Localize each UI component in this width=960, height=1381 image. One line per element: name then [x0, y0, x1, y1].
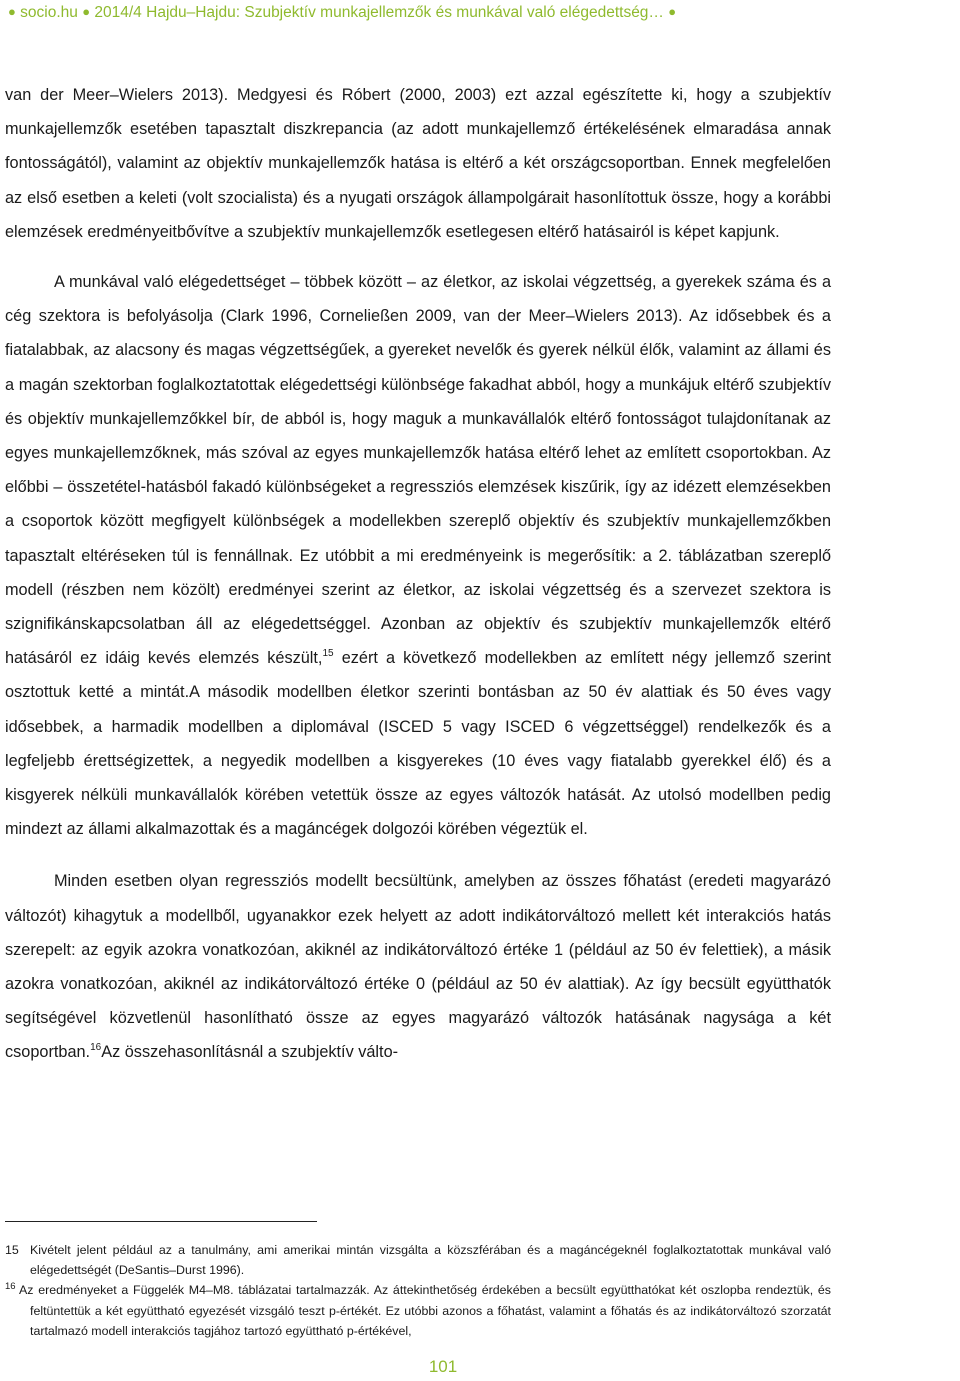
page-number: 101	[428, 1357, 458, 1376]
bullet-icon: ●	[82, 4, 91, 19]
paragraph	[5, 864, 831, 1069]
bullet-icon: ●	[668, 4, 677, 19]
paragraph	[5, 265, 831, 846]
header-site: socio.hu	[20, 4, 78, 21]
running-header	[8, 4, 952, 28]
footnote-number: 15	[5, 1243, 19, 1257]
header-issue: 2014/4	[94, 4, 142, 21]
footnote-separator	[5, 1221, 317, 1222]
header-title: Hajdu–Hajdu: Szubjektív munkajellemzők és munkával való elégedettség…	[146, 4, 664, 21]
footnote-ref-16[interactable]: 16	[90, 1042, 102, 1054]
footnote-ref-15[interactable]: 15	[322, 648, 334, 660]
footnotes	[5, 1240, 831, 1341]
footnote-text: Az eredményeket a Függelék M4–M8. táblázatai tartalmazzák. Az áttekinthetőség érdekében a becsült együtthatókat két oszlopba rendeztük, és feltüntettük a két együttható egyezését vizsgáló teszt p-értékét. Ez utóbbi azonos a főhatást, valamint a főhatás és az indikátorváltozó szorzatát tartalmazó modell interakciós tagjához tartozó együttható p-értékével,	[19, 1283, 831, 1338]
article-body	[5, 78, 831, 1070]
paragraph-text: ezért a következő modellekben az említett négy jellemző szerint osztottuk ketté a mintát.A második modellben életkor szerinti bontásban az 50 év alattiak és 50 éves vagy idősebbek, a harmadik modellben a diplomával (ISCED 5 vagy ISCED 6 végzettséggel) rendelkezők és a legfeljebb érettségizettek, a negyedik modellben a kisgyerekes (10 éves vagy fiatalabb gyerekkel élő) és a kisgyerek nélküli munkavállalók körében vetettük össze az egyes változók hatását. Az utolsó modellben pedig mindezt az állami alkalmazottak és a magáncégek dolgozói körében végeztük el.	[5, 649, 831, 839]
bullet-icon: ●	[8, 4, 16, 19]
footnote-16: 16 Az eredményeket a Függelék M4–M8. táblázatai tartalmazzák. Az áttekinthetőség érdekében a becsült együtthatókat két oszlopba rendeztük, és feltüntettük a két együttható egyezését vizsgáló teszt p-értékét. Ez utóbbi azonos a főhatást, valamint a főhatás és az indikátorváltozó szorzatát tartalmazó modell interakciós tagjához tartozó együttható p-értékével,	[5, 1281, 831, 1338]
paragraph-text: A munkával való elégedettséget – többek között – az életkor, az iskolai végzettség, a gyerekek száma és a cég szektora is befolyásolja (Clark 1996, Corneließen 2009, van der Meer–Wielers 2013). Az idősebbek és a fiatalabbak, az alacsony és magas végzettségűek, a gyereket nevelők és gyerek nélkül élők, valamint az állami és a magán szektorban foglalkoztatottak elégedettségi különbsége fakadhat abból, hogy a munkájuk eltérő szubjektív és objektív munkajellemzőkkel bír, de abból is, hogy maguk a munkavállalók eltérő fontosságot tulajdonítanak az egyes munkajellemzőknek, más szóval az egyes munkajellemzők hatása eltérő lehet az említett csoportokban. Az előbbi – összetétel-hatásból fakadó különbségeket a regressziós elemzések kiszűrik, így az idézett elemzésekben a csoportok között megfigyelt különbségek a modellekben szereplő objektív és szubjektív munkajellemzőkben tapasztalt eltéréseken túl is fennállnak. Ez utóbbit a mi eredményeink is megerősítik: a 2. táblázatban szereplő modell (részben nem közölt) eredményei szerint az életkor, az iskolai végzettség és a szervezet szektora is szignifikánskapcsolatban áll az elégedettséggel. Azonban az objektív és szubjektív munkajellemzők eltérő hatásáról ez idáig kevés elemzés készült,	[5, 273, 831, 668]
paragraph: van der Meer–Wielers 2013). Medgyesi és Róbert (2000, 2003) ezt azzal egészítette ki, hogy a szubjektív munkajellemzők esetében tapasztalt diszkrepancia (az adott munkajellemző értékelésének elmaradása annak fontosságától), valamint az objektív munkajellemzők hatása is eltérő a két országcsoportban. Ennek megfelelően az első esetben a keleti (volt szocialista) és a nyugati országok állampolgárait hasonlítottuk össze, hogy a korábbi elemzések eredményeitbővítve a szubjektív munkajellemzők esetlegesen eltérő hatásairól is képet kapjunk.	[5, 86, 831, 241]
paragraph-text: Az összehasonlításnál a szubjektív válto-	[101, 1043, 399, 1062]
footnote-15	[5, 1240, 831, 1280]
footnote-text: Kivételt jelent például az a tanulmány, ami amerikai mintán vizsgálta a közszférában és a magáncégeknél foglalkoztatottak munkával való elégedettségét (DeSantis–Durst 1996).	[30, 1243, 831, 1278]
paragraph-text: Minden esetben olyan regressziós modellt becsültünk, amelyben az összes főhatást (eredeti magyarázó változót) kihagytuk a modellből, ugyanakkor ezek helyett az adott indikátorváltozó mellett két interakciós hatás szerepelt: az egyik azokra vonatkozóan, akiknél az indikátorváltozó értéke 1 (például az 50 év felettiek), a másik azokra vonatkozóan, akiknél az indikátorváltozó értéke 0 (például az 50 év alattiak). Az így becsült együtthatók segítségével közvetlenül hasonlítható össze az egyes magyarázó változók hatásának nagysága a két csoportban.	[5, 872, 831, 1062]
